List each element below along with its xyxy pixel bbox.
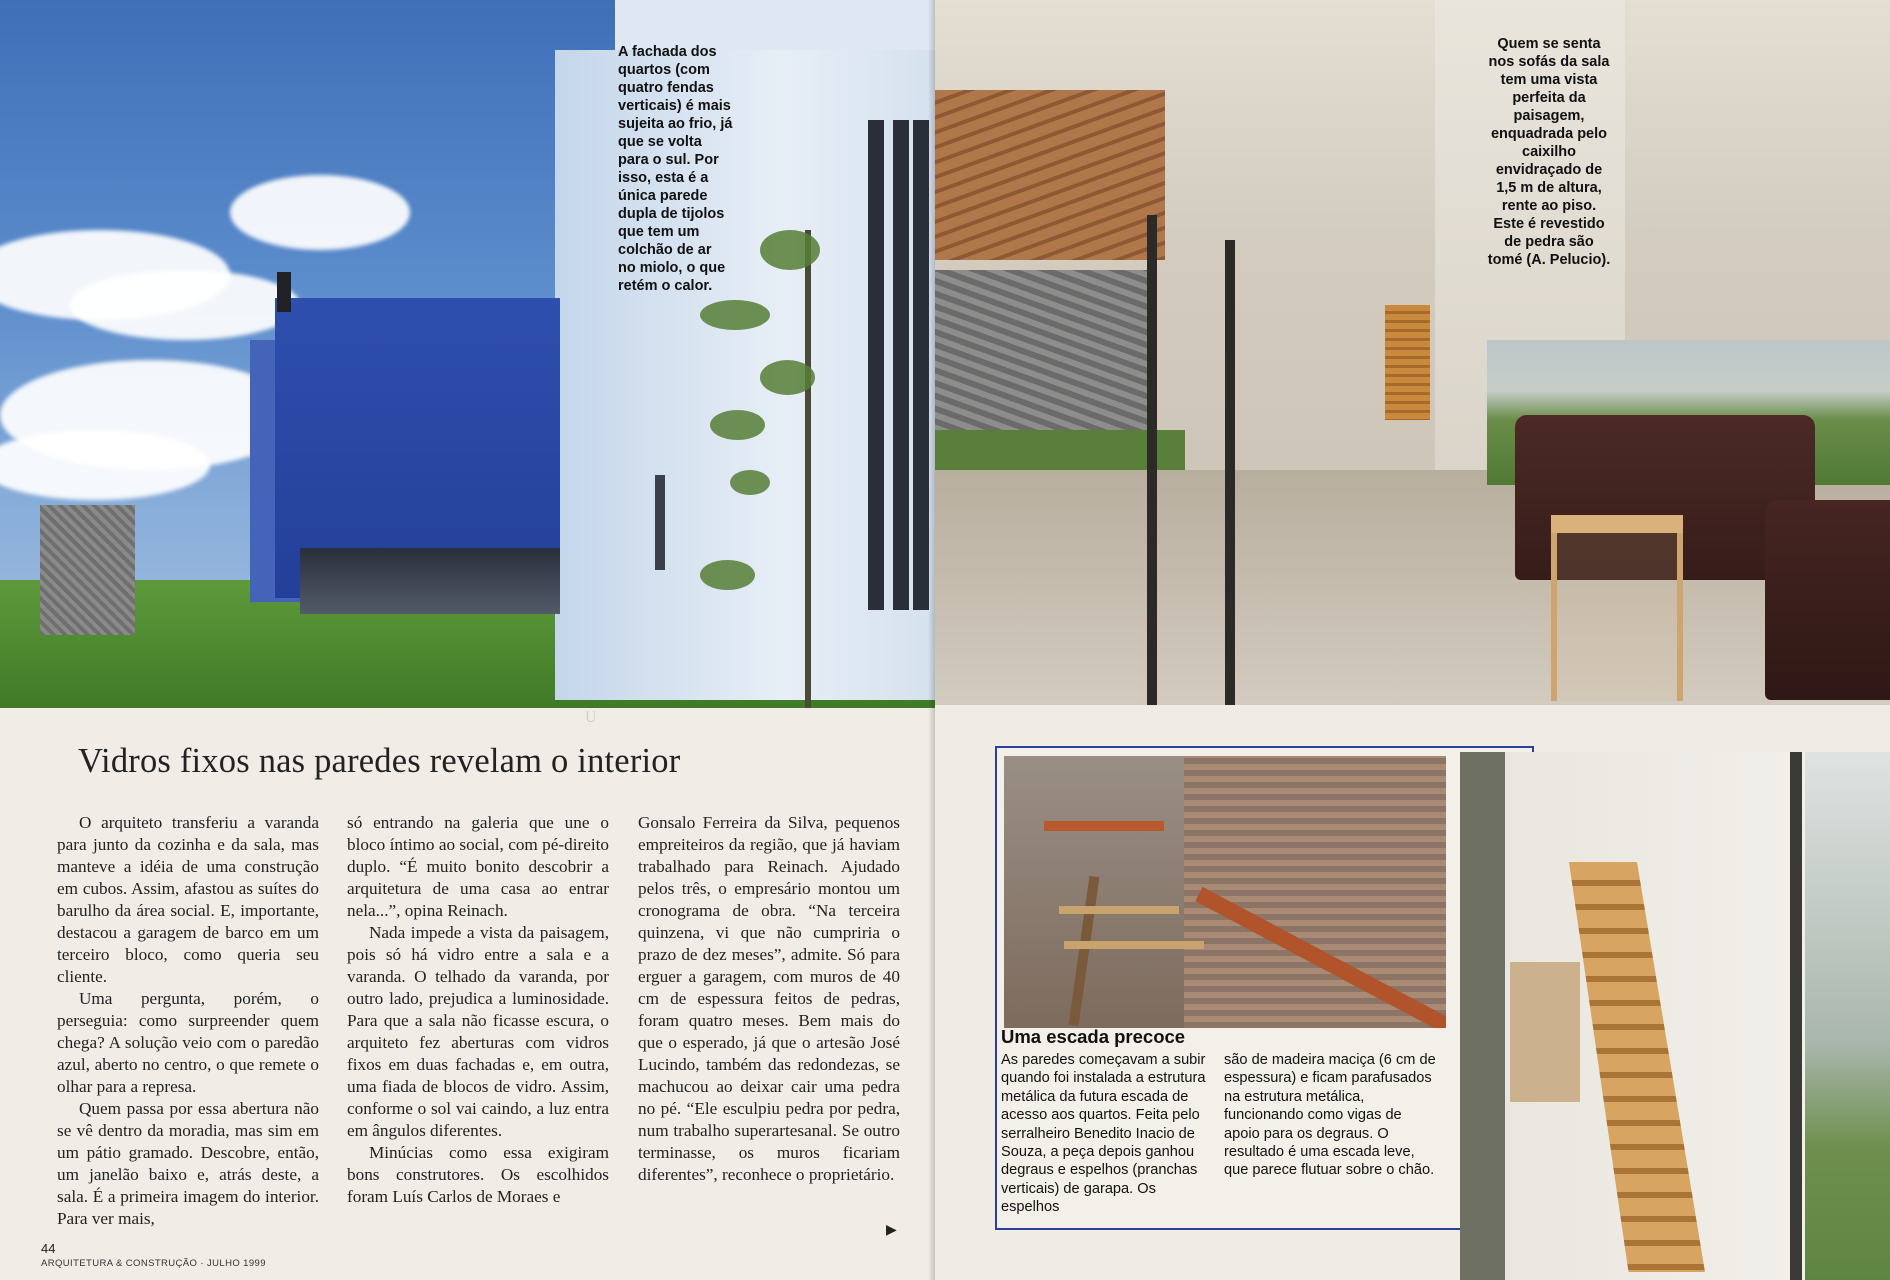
sidebar-box [995, 746, 1534, 1230]
article-column-2 [347, 812, 609, 1208]
sidebar-title: Uma escada precoce [1001, 1026, 1186, 1047]
left-page [0, 0, 935, 1280]
house-facade-photo [0, 0, 935, 708]
stair-construction-photo [1004, 756, 1446, 1028]
page-number: 44 [41, 1241, 56, 1256]
sidebar-text-column-1: As paredes começavam a subir quando foi instalada a estrutura metálica da futura escada de acesso aos quartos. Feita pelo serralheiro Benedito Inacio de Souza, a peça depois ganhou degraus e espelhos (pranchas verticais) de garapa. Os espelhos [1001, 1052, 1206, 1216]
finished-stair-photo [1460, 752, 1890, 1280]
article-paragraph: Uma pergunta, porém, o perseguia: como surpreender quem chega? A solução veio com o paredão azul, aberto no centro, o que remete o olhar para a represa. [57, 989, 319, 1096]
facade-photo-caption: A fachada dos quartos (com quatro fendas verticais) é mais sujeita ao frio, já que se volta para o sul. Por isso, esta é a única parede dupla de tijolos que tem um colchão de ar no miolo, o que retém o calor. [618, 44, 733, 294]
article-paragraph: Nada impede a vista da paisagem, pois só há vidro entre a sala e a varanda. O telhado da varanda, por outro lado, prejudica a luminosidade. Para que a sala não ficasse escura, o arquiteto fez aberturas com vidros fixos em duas fachadas e, em outra, uma fiada de blocos de vidro. Assim, conforme o sol vai caindo, a luz entra em ângulos diferentes. [347, 923, 609, 1140]
article-paragraph: Quem passa por essa abertura não se vê dentro da moradia, mas sim em um pátio gramado. Descobre, então, um janelão baixo e, atrás deste, a sala. É a primeira imagem do interior. Para ver mais, [57, 1099, 319, 1228]
article-paragraph: Gonsalo Ferreira da Silva, pequenos empreiteiros da região, que já haviam trabalhado para Reinach. Ajudado pelos três, o empresário montou um cronograma de obra. “Na terceira quinzena, vi que não cumpriria o prazo de dez meses”, admite. Só para erguer a garagem, com muros de 40 cm de espessura feitos de pedras, foram quatro meses. Bem mais do que o esperado, já que o artesão José Lucindo, também das redondezas, se machucou ao deixar cair uma pedra no pé. “Ele esculpiu pedra por pedra, num trabalho superartesanal. Se outro terminasse, os muros ficariam diferentes”, reconhece o proprietário. [638, 813, 900, 1184]
living-room-photo [935, 0, 1890, 705]
article-paragraph: O arquiteto transferiu a varanda para junto da cozinha e da sala, mas manteve a idéia de uma construção em cubos. Assim, afastou as suítes do barulho da área social. E, importante, destacou a garagem de barco em um terceiro bloco, como queria seu cliente. [57, 813, 319, 986]
right-page [935, 0, 1890, 1280]
interior-photo-caption: Quem se senta nos sofás da sala tem uma vista perfeita da paisagem, enquadrada pelo caixilho envidraçado de 1,5 m de altura, rente ao piso. Este é revestido de pedra são tomé (A. Pelucio). [1487, 36, 1611, 268]
article-column-3 [638, 812, 900, 1186]
article-paragraph: só entrando na galeria que une o bloco íntimo ao social, com pé-direito duplo. “É muito bonito descobrir a arquitetura de uma casa ao entrar nela...”, opina Reinach. [347, 813, 609, 920]
continue-arrow-icon: ▶ [886, 1222, 897, 1238]
article-paragraph: Minúcias como essa exigiram bons construtores. Os escolhidos foram Luís Carlos de Moraes e [347, 1143, 609, 1206]
sidebar-text-column-2: são de madeira maciça (6 cm de espessura) e ficam parafusados na estrutura metálica, funcionando como vigas de apoio para os degraus. O resultado é uma escada leve, que parece flutuar sobre o chão. [1224, 1052, 1436, 1179]
article-column-1 [57, 812, 319, 1230]
show-through-text: U [585, 709, 597, 726]
magazine-footer: ARQUITETURA & CONSTRUÇÃO · JULHO 1999 [41, 1258, 266, 1269]
article-title: Vidros fixos nas paredes revelam o interior [78, 742, 681, 780]
